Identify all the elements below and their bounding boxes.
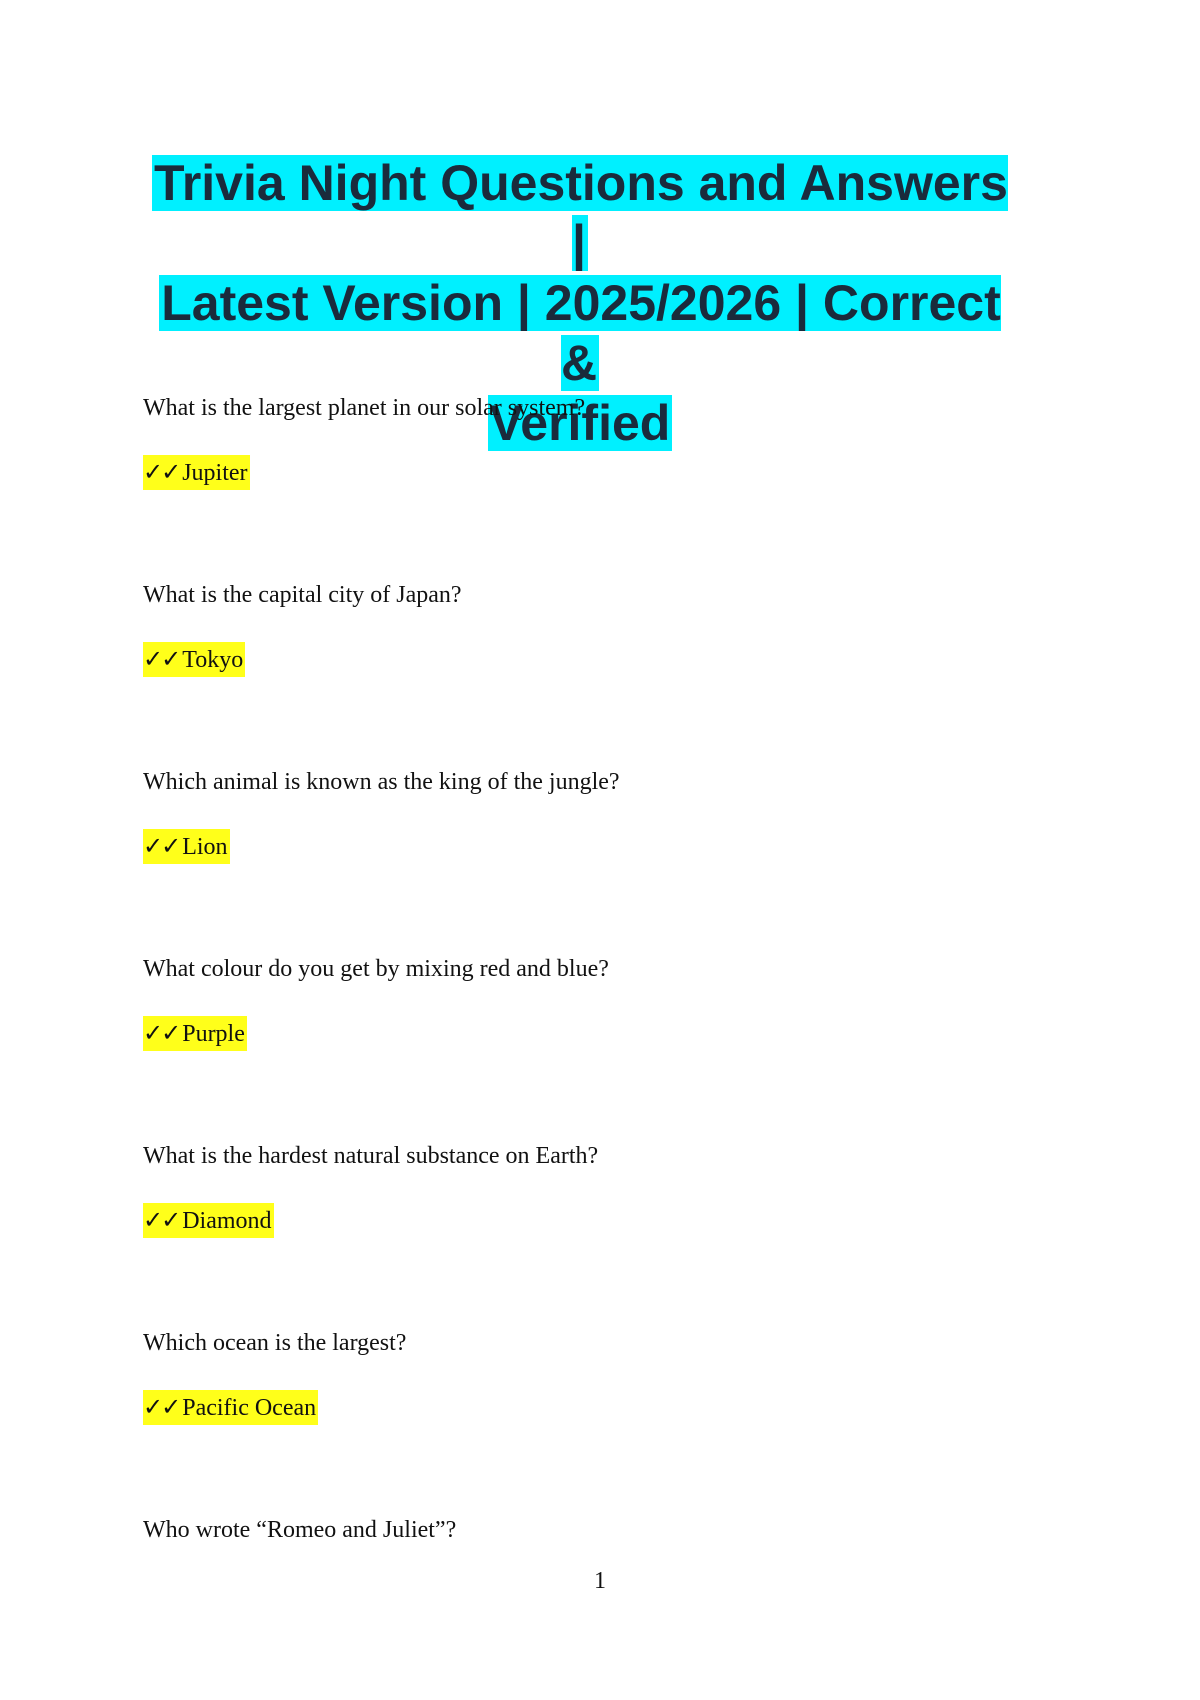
page-number: 1 — [594, 1568, 606, 1594]
answer-highlight — [143, 642, 245, 677]
qa-block-4 — [143, 954, 609, 1051]
answer-highlight — [143, 1390, 318, 1425]
question-text: Who wrote “Romeo and Juliet”? — [143, 1517, 457, 1543]
answer-highlight — [143, 455, 250, 490]
answer-text: Pacific Ocean — [182, 1395, 317, 1421]
question-text: What is the capital city of Japan? — [143, 582, 462, 608]
qa-block-5 — [143, 1141, 598, 1238]
answer-highlight — [143, 829, 230, 864]
question-text: What is the hardest natural substance on Earth? — [143, 1143, 599, 1169]
question-text: Which animal is known as the king of the jungle? — [143, 769, 620, 795]
double-check-icon: ✓✓ — [143, 1393, 180, 1421]
qa-block-7 — [143, 1515, 456, 1545]
question-text: What is the largest planet in our solar system? — [143, 395, 586, 421]
double-check-icon: ✓✓ — [143, 1206, 180, 1234]
double-check-icon: ✓✓ — [143, 832, 180, 860]
answer-highlight — [143, 1016, 247, 1051]
double-check-icon: ✓✓ — [143, 645, 180, 673]
title-line-1: Trivia Night Questions and Answers | — [154, 155, 1008, 271]
title-line-3: Verified — [489, 395, 671, 451]
double-check-icon: ✓✓ — [143, 458, 180, 486]
answer-text: Purple — [182, 1021, 245, 1047]
answer-text: Diamond — [182, 1208, 272, 1234]
answer-text: Jupiter — [182, 460, 248, 486]
question-text: What colour do you get by mixing red and blue? — [143, 956, 609, 982]
qa-block-2 — [143, 580, 462, 677]
double-check-icon: ✓✓ — [143, 1019, 180, 1047]
qa-block-6 — [143, 1328, 406, 1425]
qa-block-1 — [143, 393, 585, 490]
answer-text: Lion — [182, 834, 228, 860]
answer-highlight — [143, 1203, 274, 1238]
answer-text: Tokyo — [182, 647, 244, 673]
qa-block-3 — [143, 767, 620, 864]
title-line-2: Latest Version | 2025/2026 | Correct & — [161, 275, 1001, 391]
question-text: Which ocean is the largest? — [143, 1330, 407, 1356]
